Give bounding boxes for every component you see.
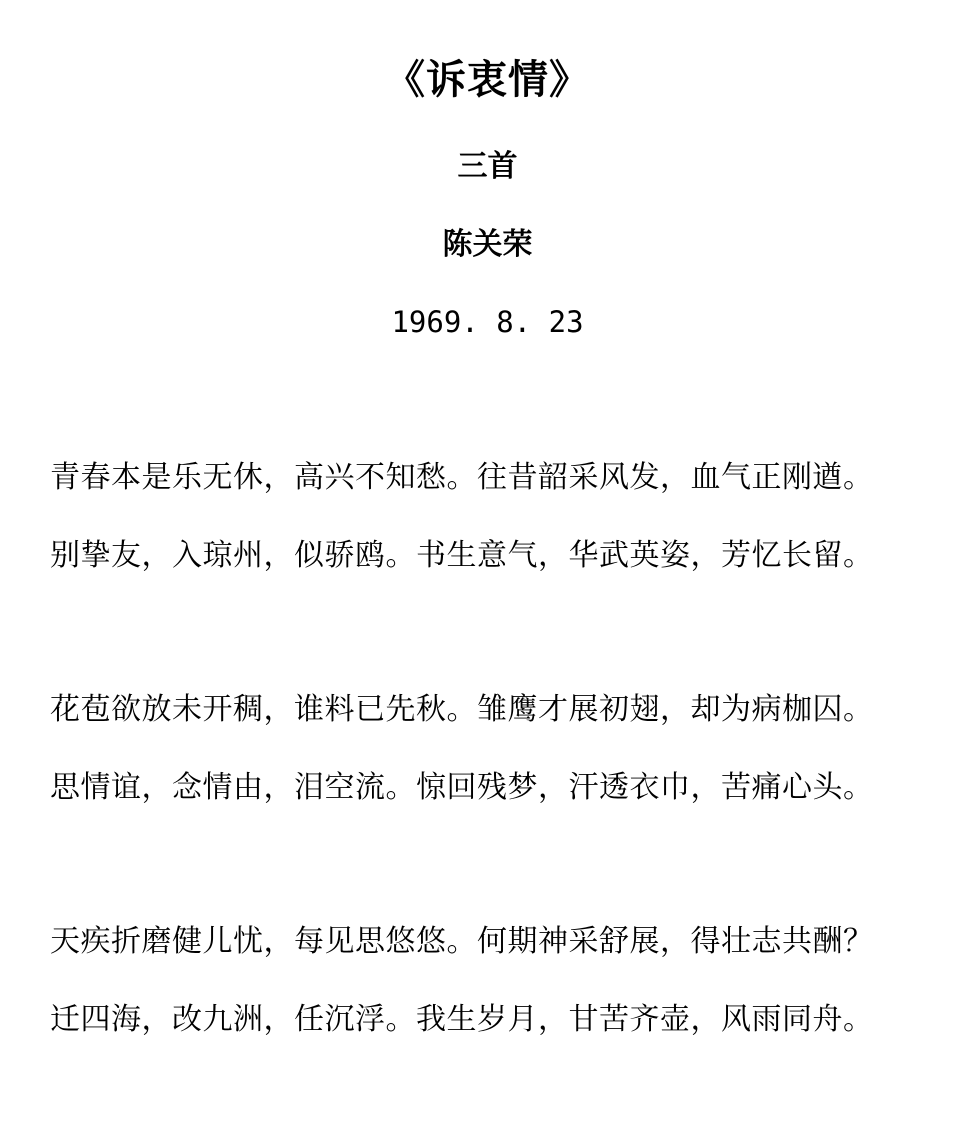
stanza-2 [50, 690, 950, 846]
stanza-line: 天疾折磨健儿忧，每见思悠悠。何期神采舒展，得壮志共酬？ [50, 924, 874, 959]
poem-author: 陈关荣 [442, 227, 533, 262]
stanza-line: 思情谊，念情由，泪空流。惊回残梦，汗透衣巾，苦痛心头。 [50, 770, 874, 805]
stanza-1 [50, 458, 950, 614]
stanza-line: 迁四海，改九洲，任沉浮。我生岁月，甘苦齐壶，风雨同舟。 [50, 1002, 874, 1037]
stanza-line: 别挚友，入琼州，似骄鸥。书生意气，华武英姿，芳忆长留。 [50, 538, 874, 573]
stanza-3 [50, 922, 950, 1078]
poem-title: 《诉衷情》 [385, 57, 590, 103]
stanza-line: 花苞欲放未开稠，谁料已先秋。雏鹰才展初翅，却为病枷囚。 [50, 692, 874, 727]
stanza-line: 青春本是乐无休，高兴不知愁。往昔韶采风发，血气正刚遒。 [50, 460, 874, 495]
poem-date: 1969. 8. 23 [391, 305, 584, 339]
poem-subtitle: 三首 [457, 149, 518, 184]
